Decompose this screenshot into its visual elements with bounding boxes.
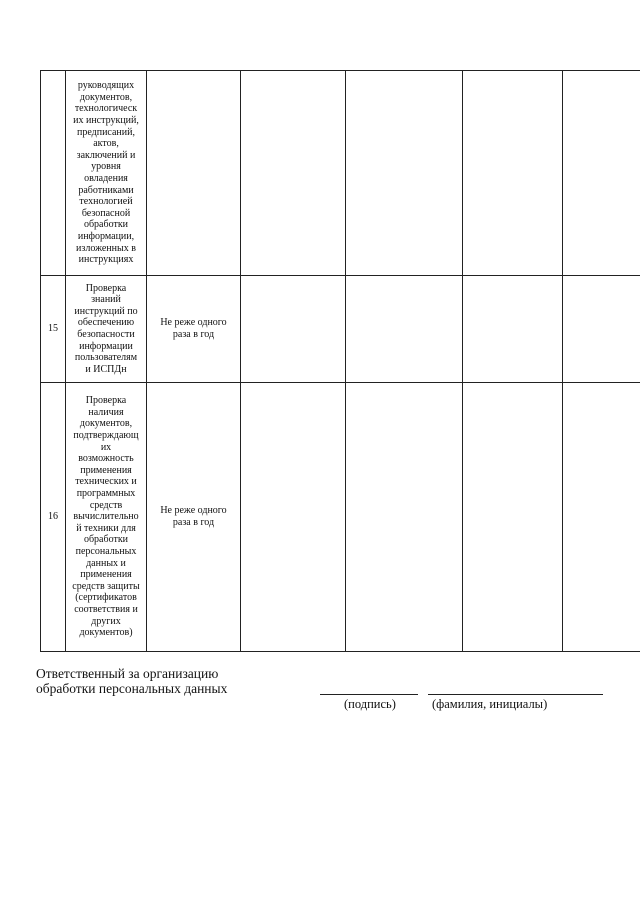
- empty-cell: [563, 276, 640, 383]
- activity-text: руководящих документов, технологическ их инструкций, предписаний, актов, заключений и уровня овладения работниками технологией безопасной обработки информации, изложенных в инструкциях: [73, 80, 139, 266]
- empty-cell: [346, 71, 463, 276]
- empty-cell: [241, 71, 346, 276]
- activity-cell: [66, 71, 147, 276]
- row-number: 16: [48, 511, 58, 523]
- period-cell: [147, 276, 241, 383]
- name-line: [428, 694, 603, 695]
- name-caption: (фамилия, инициалы): [432, 697, 548, 711]
- signature-caption: (подпись): [344, 697, 396, 711]
- period-cell: [147, 71, 241, 276]
- empty-cell: [346, 383, 463, 652]
- empty-cell: [241, 276, 346, 383]
- table-row: [41, 71, 640, 276]
- period-cell: [147, 383, 241, 652]
- activity-cell: [66, 276, 147, 383]
- row-number-cell: [41, 276, 66, 383]
- empty-cell: [563, 71, 640, 276]
- inspection-table-container: [40, 70, 640, 654]
- responsible-label: Ответственный за организацию обработки персональных данных: [36, 666, 228, 696]
- activity-text: Проверка знаний инструкций по обеспечению безопасности информации пользователям и ИСПДн: [74, 282, 138, 375]
- empty-cell: [463, 276, 563, 383]
- inspection-table: [40, 70, 640, 652]
- empty-cell: [563, 383, 640, 652]
- empty-cell: [241, 383, 346, 652]
- period-text: Не реже одного раза в год: [160, 505, 227, 528]
- signature-block: [36, 666, 636, 726]
- table-row: [41, 276, 640, 383]
- empty-cell: [463, 71, 563, 276]
- empty-cell: [346, 276, 463, 383]
- row-number-cell: [41, 383, 66, 652]
- table-row: [41, 383, 640, 652]
- empty-cell: [463, 383, 563, 652]
- row-number: 15: [48, 323, 58, 335]
- period-text: Не реже одного раза в год: [160, 317, 227, 340]
- signature-line: [320, 694, 418, 695]
- activity-text: Проверка наличия документов, подтверждающ их возможность применения технических и программных средств вычислительно й техники для обработки персональных данных и применения средств защиты (сертификатов соответствия и других документов): [72, 395, 140, 639]
- row-number-cell: [41, 71, 66, 276]
- activity-cell: [66, 383, 147, 652]
